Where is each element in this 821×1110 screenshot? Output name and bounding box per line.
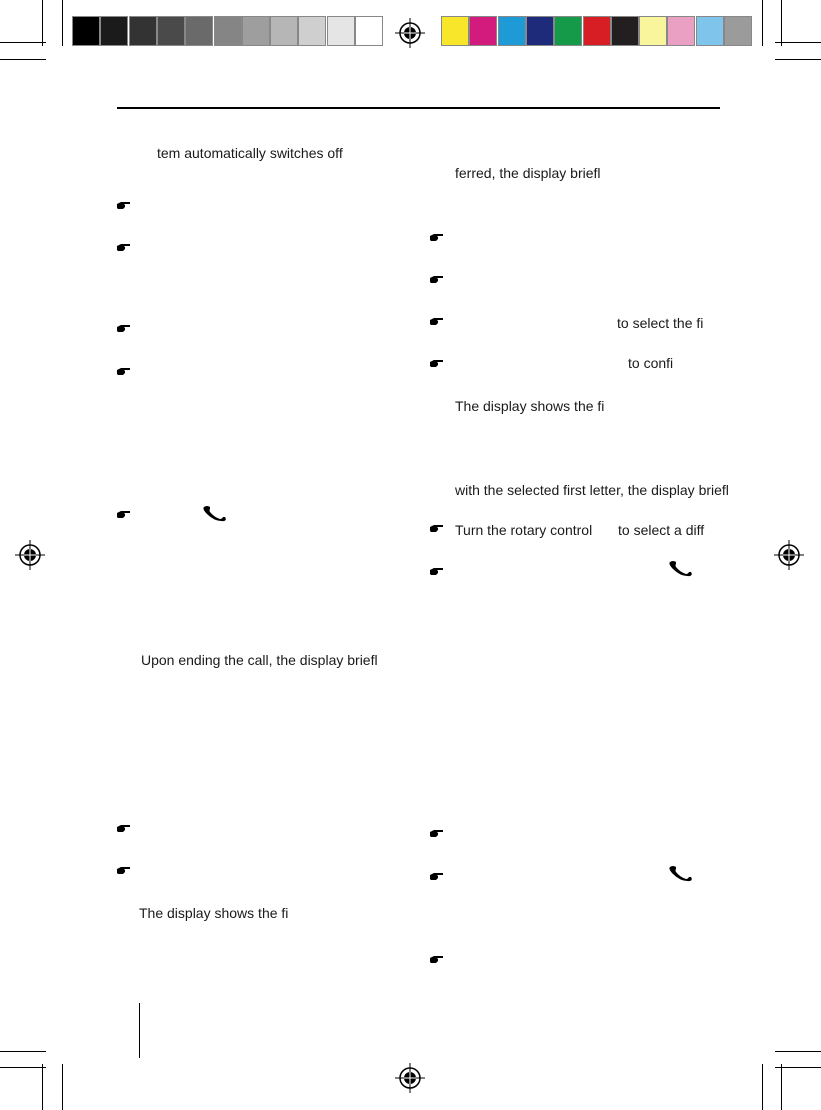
color-swatch	[696, 16, 724, 46]
color-swatch	[583, 16, 611, 46]
crop-mark	[0, 1067, 46, 1068]
gutter-line	[139, 1003, 140, 1058]
crop-mark	[762, 1064, 763, 1110]
pointing-hand-icon	[430, 275, 444, 285]
left-text-line: The display shows the fi	[139, 905, 289, 921]
registration-mark-icon	[774, 540, 804, 570]
color-swatch	[554, 16, 582, 46]
color-swatch	[355, 16, 383, 46]
pointing-hand-icon	[117, 243, 131, 253]
crop-mark	[0, 1051, 46, 1052]
pointing-hand-icon	[430, 872, 444, 882]
color-swatch	[498, 16, 526, 46]
right-text-line: to confi	[628, 355, 674, 371]
phone-handset-icon	[667, 559, 693, 577]
color-swatch	[724, 16, 752, 46]
pointing-hand-icon	[430, 233, 444, 243]
pointing-hand-icon	[117, 510, 131, 520]
color-swatch	[242, 16, 270, 46]
pointing-hand-icon	[430, 829, 444, 839]
color-swatch	[526, 16, 554, 46]
color-swatch	[100, 16, 128, 46]
color-swatch	[639, 16, 667, 46]
color-swatch	[129, 16, 157, 46]
pointing-hand-icon	[117, 367, 131, 377]
color-swatch	[270, 16, 298, 46]
color-swatch	[327, 16, 355, 46]
phone-handset-icon	[201, 504, 227, 522]
phone-handset-icon	[667, 864, 693, 882]
header-rule	[117, 107, 720, 109]
pointing-hand-icon	[117, 324, 131, 334]
right-text-line: ferred, the display briefl	[455, 165, 601, 181]
registration-mark-icon	[395, 1063, 425, 1093]
pointing-hand-icon	[430, 567, 444, 577]
crop-mark	[781, 1064, 782, 1110]
pointing-hand-icon	[117, 866, 131, 876]
color-swatch	[298, 16, 326, 46]
pointing-hand-icon	[430, 359, 444, 369]
pointing-hand-icon	[117, 824, 131, 834]
left-text-line: tem automatically switches off	[157, 145, 343, 161]
left-text-line: Upon ending the call, the display briefl	[141, 652, 378, 668]
crop-mark	[42, 0, 43, 46]
color-swatch	[469, 16, 497, 46]
crop-mark	[62, 1064, 63, 1110]
crop-mark	[775, 1067, 821, 1068]
pointing-hand-icon	[430, 317, 444, 327]
crop-mark	[775, 42, 821, 43]
pointing-hand-icon	[430, 524, 444, 534]
crop-mark	[781, 0, 782, 46]
color-swatch	[667, 16, 695, 46]
crop-mark	[0, 59, 46, 60]
registration-mark-icon	[15, 540, 45, 570]
crop-mark	[0, 42, 46, 43]
crop-mark	[42, 1064, 43, 1110]
right-text-line: The display shows the fi	[455, 398, 605, 414]
color-swatch	[441, 16, 469, 46]
crop-mark	[762, 0, 763, 46]
color-swatch	[611, 16, 639, 46]
crop-mark	[62, 0, 63, 46]
registration-mark-icon	[395, 18, 425, 48]
color-swatch	[185, 16, 213, 46]
pointing-hand-icon	[117, 201, 131, 211]
right-text-line: Turn the rotary control	[455, 522, 593, 538]
color-swatch	[72, 16, 100, 46]
right-text-line: with the selected first letter, the display briefl	[455, 482, 729, 498]
crop-mark	[775, 59, 821, 60]
crop-mark	[775, 1051, 821, 1052]
color-swatch	[214, 16, 242, 46]
color-swatch	[157, 16, 185, 46]
right-text-line: to select the fi	[617, 315, 704, 331]
right-text-line: to select a diff	[618, 522, 705, 538]
pointing-hand-icon	[430, 955, 444, 965]
